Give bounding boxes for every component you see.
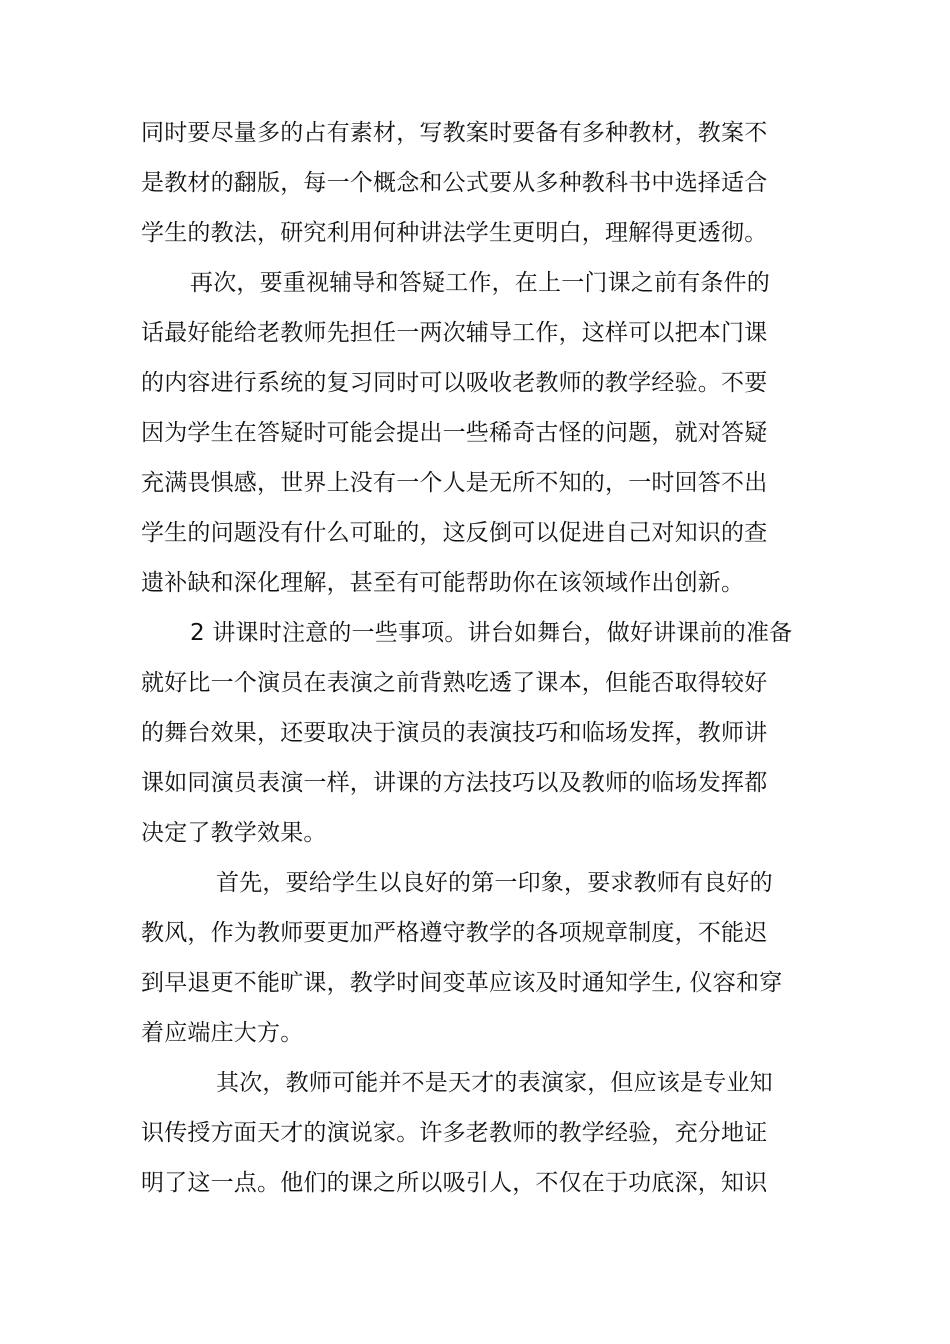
paragraph-first-line: 再次，要重视辅导和答疑工作，在上一门课之前有条件的 (190, 270, 770, 296)
text-line: 到早退更不能旷课，教学时间变革应该及时通知学生, 仪容和穿 (141, 970, 783, 996)
paragraph-first-line: 首先，要给学生以良好的第一印象，要求教师有良好的 (216, 870, 773, 896)
text-line: 识传授方面天才的演说家。许多老教师的教学经验，充分地证 (141, 1120, 768, 1146)
paragraph-first-line: 2 讲课时注意的一些事项。讲台如舞台，做好讲课前的准备 (190, 620, 793, 646)
text-line: 的舞台效果，还要取决于演员的表演技巧和临场发挥，教师讲 (141, 720, 768, 746)
text-line: 着应端庄大方。 (141, 1020, 304, 1046)
text-line: 课如同演员表演一样，讲课的方法技巧以及教师的临场发挥都 (141, 770, 768, 796)
text-line: 话最好能给老教师先担任一两次辅导工作，这样可以把本门课 (141, 320, 768, 346)
text-line: 遗补缺和深化理解，甚至有可能帮助你在该领域作出创新。 (141, 570, 745, 596)
text-line: 是教材的翻版，每一个概念和公式要从多种教科书中选择适合 (141, 170, 768, 196)
text-line: 充满畏惧感，世界上没有一个人是无所不知的，一时回答不出 (141, 470, 768, 496)
text-line: 同时要尽量多的占有素材，写教案时要备有多种教材，教案不 (141, 120, 768, 146)
text-line: 就好比一个演员在表演之前背熟吃透了课本，但能否取得较好 (141, 670, 768, 696)
text-line: 明了这一点。他们的课之所以吸引人，不仅在于功底深，知识 (141, 1170, 768, 1196)
text-line: 的内容进行系统的复习同时可以吸收老教师的教学经验。不要 (141, 370, 768, 396)
text-line: 学生的教法，研究利用何种讲法学生更明白，理解得更透彻。 (141, 220, 768, 246)
text-line: 学生的问题没有什么可耻的，这反倒可以促进自己对知识的查 (141, 520, 768, 546)
text-line: 教风，作为教师要更加严格遵守教学的各项规章制度，不能迟 (141, 920, 768, 946)
text-line: 决定了教学效果。 (141, 820, 327, 846)
paragraph-first-line: 其次，教师可能并不是天才的表演家，但应该是专业知 (216, 1070, 773, 1096)
text-line: 因为学生在答疑时可能会提出一些稀奇古怪的问题，就对答疑 (141, 420, 768, 446)
